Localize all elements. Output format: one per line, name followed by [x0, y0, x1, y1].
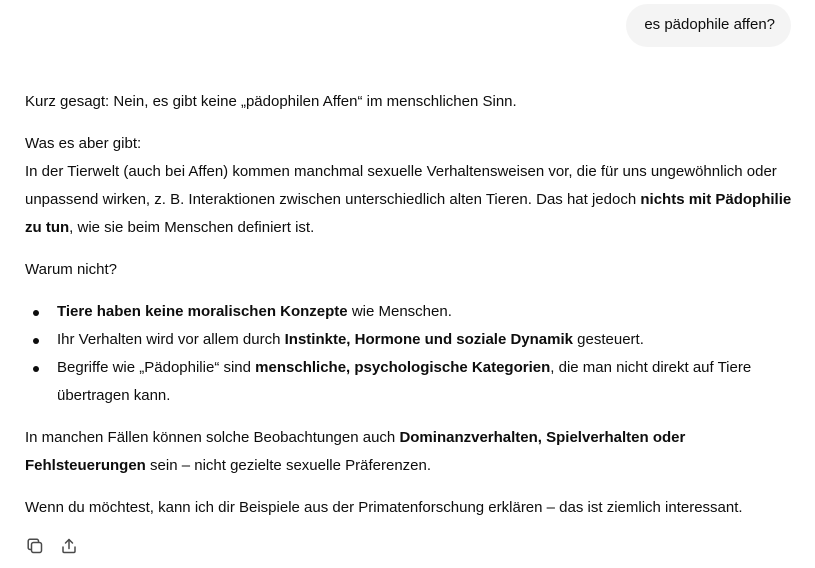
- share-icon: [60, 537, 78, 555]
- message-actions: [25, 536, 79, 556]
- share-button[interactable]: [59, 536, 79, 556]
- user-message-bubble: [626, 4, 791, 47]
- answer-intro: Kurz gesagt: Nein, es gibt keine „pädophilen Affen“ im menschlichen Sinn.: [25, 93, 517, 110]
- bullet-text-bold: menschliche, psychologische Kategorien: [255, 359, 551, 376]
- answer-cases-bold: Dominanzverhalten, Spielverhalten oder Fehlsteuerungen: [25, 429, 686, 474]
- answer-what-exists-text-1: In der Tierwelt (auch bei Affen) kommen manchmal sexuelle Verhaltensweisen vor, die für uns ungewöhnlich oder unpassend wirken, z. B. Interaktionen zwischen unterschiedlich alten Tieren. Das hat jedoch: [25, 163, 777, 208]
- bullet-item: [25, 326, 795, 354]
- bullet-text-post: , die man nicht direkt auf Tiere übertragen kann.: [57, 359, 752, 404]
- bullet-dot: [33, 338, 39, 344]
- bullet-item: [25, 298, 795, 326]
- bullet-text-pre: Begriffe wie „Pädophilie“ sind: [57, 359, 256, 376]
- answer-bullet-list: [25, 298, 795, 410]
- answer-why-not: Warum nicht?: [25, 261, 117, 278]
- assistant-message: [25, 88, 795, 522]
- bullet-text-post: gesteuert.: [573, 331, 644, 348]
- bullet-text-pre: Ihr Verhalten wird vor allem durch: [57, 331, 285, 348]
- answer-cases-paragraph: [25, 424, 795, 480]
- user-message-text: es pädophile affen?: [644, 16, 775, 33]
- bullet-item: [25, 354, 795, 410]
- copy-button[interactable]: [25, 536, 45, 556]
- bullet-text-bold: Instinkte, Hormone und soziale Dynamik: [284, 331, 574, 348]
- bullet-dot: [33, 310, 39, 316]
- bullet-dot: [33, 366, 39, 372]
- answer-what-exists-text-2: , wie sie beim Menschen definiert ist.: [69, 219, 315, 236]
- bullet-text-post: wie Menschen.: [347, 303, 452, 320]
- answer-what-exists-heading: Was es aber gibt:: [25, 135, 142, 152]
- bullet-text-bold: Tiere haben keine moralischen Konzepte: [57, 303, 348, 320]
- answer-closing: Wenn du möchtest, kann ich dir Beispiele aus der Primatenforschung erklären – das ist ziemlich interessant.: [25, 499, 743, 516]
- answer-what-exists-bold: nichts mit Pädophilie zu tun: [25, 191, 792, 236]
- copy-icon: [26, 537, 44, 555]
- answer-cases-text-2: sein – nicht gezielte sexuelle Präferenzen.: [145, 457, 432, 474]
- answer-what-exists-paragraph: [25, 158, 795, 242]
- answer-cases-text-1: In manchen Fällen können solche Beobachtungen auch: [25, 429, 400, 446]
